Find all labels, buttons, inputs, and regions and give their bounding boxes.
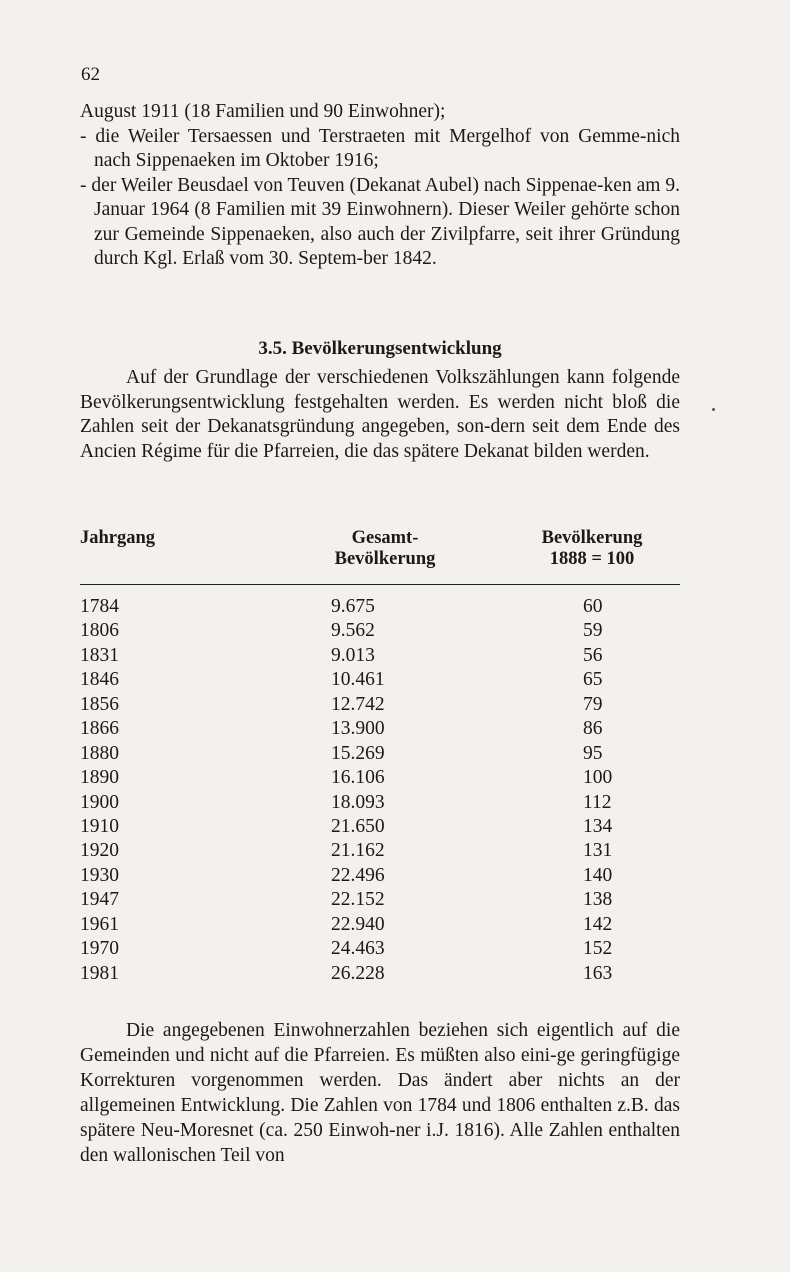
section-intro-paragraph: Auf der Grundlage der verschiedenen Volkszählungen kann folgende Bevölkerungsentwicklung festgehalten werden. Es werden nicht bloß die Zahlen seit der Dekanatsgründung angegeben, son-dern seit dem Ende des Ancien Régime für die Pfarreien, die das spätere Dekanat bilden werden. — [80, 367, 680, 462]
table-row — [80, 742, 680, 766]
cell-year: 1920 — [80, 840, 119, 862]
cell-year: 1930 — [80, 864, 119, 886]
cell-population: 16.106 — [331, 767, 385, 789]
cell-population: 18.093 — [331, 791, 385, 813]
cell-population: 26.228 — [331, 962, 385, 984]
intro-paragraph: August 1911 (18 Familien und 90 Einwohner); — [80, 101, 446, 122]
cell-year: 1846 — [80, 669, 119, 691]
cell-index: 142 — [583, 913, 613, 935]
cell-year: 1961 — [80, 913, 119, 935]
table-row — [80, 937, 680, 961]
table-row — [80, 839, 680, 863]
table-row — [80, 668, 680, 692]
table-row — [80, 766, 680, 790]
table-row — [80, 619, 680, 643]
header-population-line1: Gesamt- — [351, 528, 419, 548]
cell-population: 24.463 — [331, 938, 385, 960]
header-index-line2: 1888 = 100 — [549, 549, 635, 569]
cell-population: 9.675 — [331, 596, 375, 617]
cell-index: 112 — [583, 791, 612, 813]
page-number: 62 — [81, 64, 100, 85]
cell-population: 22.496 — [331, 864, 385, 886]
cell-population: 15.269 — [331, 742, 385, 764]
cell-year: 1784 — [80, 596, 119, 617]
table-row — [80, 815, 680, 839]
cell-year: 1880 — [80, 742, 119, 764]
table-row — [80, 693, 680, 717]
cell-index: 60 — [583, 596, 603, 617]
cell-index: 95 — [583, 742, 603, 764]
conclusion-paragraph: Die angegebenen Einwohnerzahlen beziehen sich eigentlich auf die Gemeinden und nicht auf die Pfarreien. Es müßten also eini-ge geringfügige Korrekturen vorgenommen werden. Das ändert aber nichts an der allgemeinen Entwicklung. Die Zahlen von 1784 und 1806 enthalten z.B. das spätere Neu-Moresnet (ca. 250 Einwoh-ner i.J. 1816). Alle Zahlen enthalten den wallonischen Teil von — [80, 1020, 680, 1166]
intro-list-item: - die Weiler Tersaessen und Terstraeten mit Mergelhof von Gemme-nich nach Sippenaeken im Oktober 1916; — [80, 125, 680, 171]
cell-year: 1831 — [80, 644, 119, 666]
table-row — [80, 962, 680, 986]
print-speck — [712, 408, 715, 411]
cell-population: 22.152 — [331, 889, 385, 911]
table-row — [80, 644, 680, 668]
cell-index: 86 — [583, 718, 603, 740]
table-row — [80, 717, 680, 741]
intro-text — [80, 100, 680, 272]
cell-index: 163 — [583, 962, 613, 984]
table-header — [80, 528, 680, 582]
cell-population: 22.940 — [331, 913, 385, 935]
cell-index: 140 — [583, 864, 613, 886]
cell-population: 12.742 — [331, 693, 385, 715]
table-row — [80, 791, 680, 815]
cell-year: 1900 — [80, 791, 119, 813]
cell-year: 1947 — [80, 889, 119, 911]
header-year: Jahrgang — [80, 528, 156, 548]
cell-index: 152 — [583, 938, 613, 960]
cell-year: 1981 — [80, 962, 119, 984]
cell-population: 9.562 — [331, 620, 375, 642]
cell-year: 1970 — [80, 938, 119, 960]
table-row — [80, 913, 680, 937]
table-row — [80, 595, 680, 619]
cell-population: 13.900 — [331, 718, 385, 740]
header-index — [528, 528, 656, 570]
cell-year: 1856 — [80, 693, 119, 715]
cell-index: 138 — [583, 889, 613, 911]
cell-year: 1866 — [80, 718, 119, 740]
table-row — [80, 888, 680, 912]
cell-population: 21.650 — [331, 815, 385, 837]
cell-index: 79 — [583, 693, 603, 715]
cell-index: 100 — [583, 767, 613, 789]
header-population-line2: Bevölkerung — [334, 549, 436, 569]
cell-index: 65 — [583, 669, 603, 691]
cell-index: 131 — [583, 840, 613, 862]
cell-population: 21.162 — [331, 840, 385, 862]
section-heading: 3.5. Bevölkerungsentwicklung — [258, 338, 502, 359]
header-index-line1: Bevölkerung — [541, 528, 643, 548]
cell-year: 1910 — [80, 815, 119, 837]
cell-index: 56 — [583, 644, 603, 666]
table-divider — [80, 584, 680, 585]
intro-list-item: - der Weiler Beusdael von Teuven (Dekanat Aubel) nach Sippenae-ken am 9. Januar 1964 (8 Familien mit 39 Einwohnern). Dieser Weiler gehörte schon zur Gemeinde Sippenaeken, also auch der Zivilpfarre, seit ihrer Gründung durch Kgl. Erlaß vom 30. Septem-ber 1842. — [80, 174, 680, 269]
cell-year: 1806 — [80, 620, 119, 642]
header-population — [320, 528, 450, 570]
cell-population: 10.461 — [331, 669, 385, 691]
cell-year: 1890 — [80, 767, 119, 789]
cell-index: 59 — [583, 620, 603, 642]
population-table-body — [80, 595, 680, 986]
cell-population: 9.013 — [331, 644, 375, 666]
cell-index: 134 — [583, 815, 613, 837]
table-row — [80, 864, 680, 888]
